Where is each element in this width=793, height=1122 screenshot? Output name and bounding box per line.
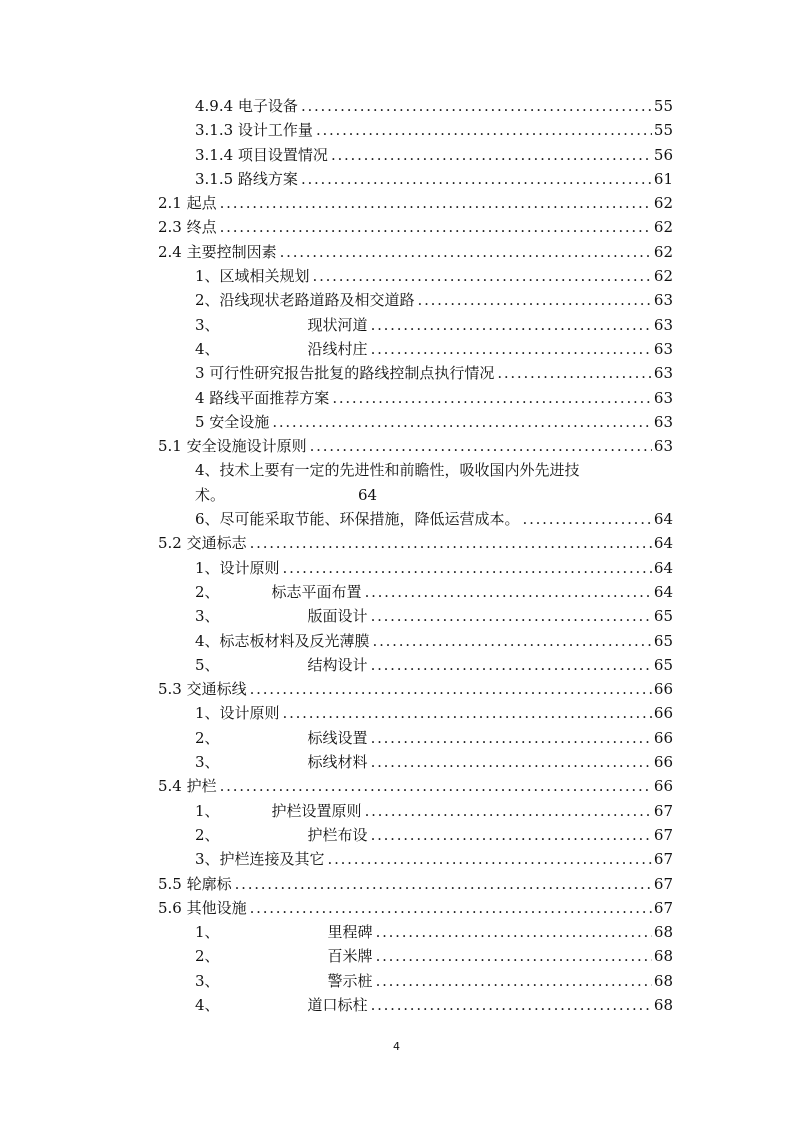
toc-leader-dots (368, 726, 652, 750)
toc-leader-dots (247, 677, 652, 701)
toc-entry[interactable] (158, 410, 673, 434)
toc-page-number: 63 (653, 412, 673, 431)
toc-entry-label: 2、沿线现状老路道路及相交道路 (195, 291, 415, 310)
toc-entry-label: 3.1.5 路线方案 (195, 169, 298, 188)
toc-entry-label: 3、 (195, 753, 220, 772)
toc-page-number: 62 (653, 218, 673, 237)
toc-entry[interactable] (158, 337, 673, 361)
toc-entry-title: 标线设置 (307, 728, 368, 747)
toc-page-number: 67 (653, 850, 673, 869)
toc-entry-title: 现状河道 (307, 315, 368, 334)
toc-entry[interactable] (158, 143, 673, 167)
toc-entry-label: 3.1.3 设计工作量 (195, 121, 313, 140)
toc-entry[interactable] (158, 653, 673, 677)
toc-entry-label: 4.9.4 电子设备 (195, 97, 298, 115)
toc-entry-label: 3、 (195, 971, 220, 990)
toc-entry[interactable] (158, 240, 673, 264)
toc-entry[interactable] (158, 920, 673, 944)
toc-entry-label: 3.1.4 项目设置情况 (195, 145, 328, 164)
toc-page-number: 67 (653, 825, 673, 844)
toc-page-number: 56 (653, 145, 673, 164)
toc-entry[interactable] (158, 94, 673, 118)
toc-entry-label: 1、设计原则 (195, 558, 280, 577)
toc-page-number: 67 (653, 874, 673, 893)
toc-leader-dots (494, 361, 652, 385)
toc-entry[interactable] (158, 118, 673, 142)
toc-entry-label: 5 安全设施 (195, 412, 270, 431)
toc-entry[interactable] (158, 580, 673, 604)
toc-entry-title: 护栏布设 (307, 825, 368, 844)
toc-leader-dots (280, 556, 652, 580)
toc-entry-label: 5.2 交通标志 (158, 534, 247, 553)
toc-entry[interactable] (158, 823, 673, 847)
toc-page-number: 63 (653, 291, 673, 310)
toc-page-number: 63 (653, 315, 673, 334)
toc-leader-dots (373, 944, 652, 968)
toc-leader-dots (325, 847, 652, 871)
toc-entry-label: 5、 (195, 655, 220, 674)
toc-page-number: 67 (653, 801, 673, 820)
toc-entry-label: 5.4 护栏 (158, 777, 217, 796)
toc-entry-label: 4、 (195, 995, 220, 1014)
toc-entry-label: 3、 (195, 607, 220, 626)
toc-page-number: 63 (653, 437, 673, 456)
toc-entry-title: 护栏设置原则 (271, 801, 362, 820)
toc-leader-dots (370, 629, 652, 653)
toc-page-number: 62 (653, 194, 673, 213)
toc-entry-label: 2.4 主要控制因素 (158, 242, 277, 261)
toc-entry-label: 3 可行性研究报告批复的路线控制点执行情况 (195, 364, 495, 383)
toc-entry[interactable] (158, 507, 673, 531)
toc-entry-label: 术。 (195, 485, 226, 504)
toc-entry[interactable] (158, 872, 673, 896)
toc-leader-dots (328, 143, 652, 167)
toc-page-number: 66 (653, 777, 673, 796)
toc-entry[interactable] (158, 701, 673, 725)
toc-leader-dots (247, 531, 652, 555)
table-of-contents (158, 94, 673, 1017)
toc-page-number: 64 (653, 558, 673, 577)
toc-entry[interactable] (158, 386, 673, 410)
toc-leader-dots (329, 386, 652, 410)
toc-entry[interactable] (158, 167, 673, 191)
toc-leader-dots (362, 580, 652, 604)
toc-entry[interactable] (158, 604, 673, 628)
toc-leader-dots (217, 191, 652, 215)
toc-entry-label: 1、 (195, 801, 220, 820)
toc-entry-label: 3、护栏连接及其它 (195, 850, 325, 869)
toc-entry-label: 3、 (195, 315, 220, 334)
toc-page-number: 66 (653, 753, 673, 772)
toc-entry[interactable] (158, 313, 673, 337)
toc-leader-dots (298, 167, 652, 191)
page-number: 4 (393, 1040, 400, 1053)
toc-entry[interactable] (158, 726, 673, 750)
toc-leader-dots (280, 701, 652, 725)
toc-entry-label: 5.3 交通标线 (158, 680, 247, 699)
toc-page-number: 61 (653, 169, 673, 188)
toc-entry[interactable] (158, 993, 673, 1017)
toc-entry-label: 5.5 轮廓标 (158, 874, 232, 893)
toc-entry[interactable] (158, 677, 673, 701)
toc-entry-label: 4、标志板材料及反光薄膜 (195, 631, 370, 650)
toc-page-number: 65 (653, 631, 673, 650)
toc-entry[interactable] (158, 191, 673, 215)
toc-entry-label: 6、尽可能采取节能、环保措施，降低运营成本。 (195, 510, 520, 529)
toc-entry[interactable] (158, 774, 673, 798)
toc-leader-dots (368, 337, 652, 361)
toc-page-number: 62 (653, 242, 673, 261)
toc-leader-dots (217, 774, 652, 798)
toc-entry[interactable] (158, 215, 673, 239)
toc-page-number: 66 (653, 680, 673, 699)
toc-entry-title: 标志平面布置 (271, 582, 362, 601)
toc-leader-dots (217, 215, 652, 239)
toc-page-number: 62 (653, 267, 673, 286)
toc-entry-title: 沿线村庄 (307, 339, 368, 358)
toc-page-number: 55 (653, 121, 673, 140)
toc-leader-dots (269, 410, 652, 434)
toc-page-number: 63 (653, 364, 673, 383)
toc-page-number: 66 (653, 704, 673, 723)
toc-entry[interactable] (158, 483, 673, 507)
toc-leader-dots (368, 750, 652, 774)
toc-entry-title: 百米牌 (327, 947, 373, 966)
toc-entry-label: 2、 (195, 728, 220, 747)
toc-entry[interactable] (158, 847, 673, 871)
toc-entry-title: 道口标柱 (307, 995, 368, 1014)
toc-page-number: 63 (653, 388, 673, 407)
toc-page-number: 65 (653, 607, 673, 626)
toc-leader-dots (307, 434, 652, 458)
toc-leader-dots (368, 604, 652, 628)
toc-page-number: 68 (653, 995, 673, 1014)
toc-entry-title: 结构设计 (307, 655, 368, 674)
toc-entry-label: 1、设计原则 (195, 704, 280, 723)
toc-entry[interactable] (158, 288, 673, 312)
toc-leader-dots (415, 288, 652, 312)
toc-leader-dots (247, 896, 652, 920)
toc-leader-dots (362, 799, 652, 823)
toc-entry[interactable] (158, 264, 673, 288)
toc-entry-label: 2、 (195, 825, 220, 844)
toc-page-number: 67 (653, 898, 673, 917)
toc-leader-dots (232, 872, 652, 896)
toc-entry[interactable] (158, 556, 673, 580)
toc-entry[interactable] (158, 458, 673, 482)
toc-leader-dots (373, 969, 652, 993)
toc-leader-dots (277, 240, 652, 264)
toc-leader-dots (520, 507, 652, 531)
toc-leader-dots (368, 823, 652, 847)
toc-entry[interactable] (158, 361, 673, 385)
toc-entry[interactable] (158, 799, 673, 823)
toc-leader-dots (313, 118, 652, 142)
toc-entry-label: 4、技术上要有一定的先进性和前瞻性，吸收国内外先进技 (195, 461, 580, 480)
toc-page-number: 68 (653, 947, 673, 966)
toc-page-number: 68 (653, 923, 673, 942)
toc-entry-title: 标线材料 (307, 753, 368, 772)
toc-entry[interactable] (158, 750, 673, 774)
toc-page-number: 66 (653, 728, 673, 747)
toc-entry-label: 5.1 安全设施设计原则 (158, 437, 307, 456)
toc-entry-label: 2.3 终点 (158, 218, 217, 237)
toc-entry[interactable] (158, 531, 673, 555)
toc-entry-title: 警示桩 (327, 971, 373, 990)
toc-entry-label: 1、 (195, 923, 220, 942)
toc-leader-dots (368, 993, 652, 1017)
toc-page-number: 63 (653, 339, 673, 358)
toc-entry[interactable] (158, 434, 673, 458)
toc-entry-title: 里程碑 (327, 923, 373, 942)
toc-leader-dots (298, 94, 652, 118)
toc-entry-label: 5.6 其他设施 (158, 898, 247, 917)
toc-entry[interactable] (158, 896, 673, 920)
toc-entry-label: 1、区域相关规划 (195, 267, 310, 286)
toc-page-number: 64 (653, 534, 673, 553)
toc-page-number: 65 (653, 655, 673, 674)
toc-page-number: 64 (653, 510, 673, 529)
toc-entry-label: 4、 (195, 339, 220, 358)
toc-entry-label: 2、 (195, 582, 220, 601)
toc-page-number: 64 (653, 582, 673, 601)
toc-entry-label: 2、 (195, 947, 220, 966)
toc-entry[interactable] (158, 944, 673, 968)
toc-entry-title: 版面设计 (307, 607, 368, 626)
toc-leader-dots (368, 653, 652, 677)
toc-leader-dots (310, 264, 652, 288)
toc-entry-label: 4 路线平面推荐方案 (195, 388, 330, 407)
toc-page-number: 68 (653, 971, 673, 990)
toc-page-number: 55 (653, 97, 673, 115)
toc-page-number: 64 (358, 485, 378, 504)
toc-entry[interactable] (158, 969, 673, 993)
toc-leader-dots (368, 313, 652, 337)
toc-entry-label: 2.1 起点 (158, 194, 217, 213)
toc-entry[interactable] (158, 629, 673, 653)
toc-leader-dots (373, 920, 652, 944)
